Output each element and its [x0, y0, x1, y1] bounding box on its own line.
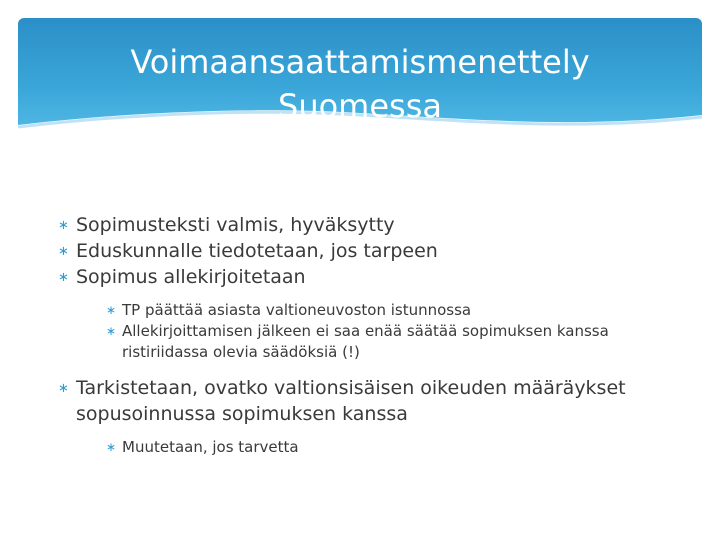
list-item: [58, 238, 676, 264]
slide-title: [18, 40, 702, 128]
spacer: [76, 427, 676, 437]
bullet-asterisk-icon: ∗: [58, 381, 69, 396]
spacer: [76, 290, 676, 300]
title-band: [18, 18, 702, 143]
sub-list-item-text: Muutetaan, jos tarvetta: [122, 438, 299, 456]
sub-list-item: [106, 437, 676, 458]
bullet-asterisk-icon: ∗: [58, 218, 69, 233]
list-item-text: Eduskunnalle tiedotetaan, jos tarpeen: [76, 240, 438, 262]
sub-list-item-text: TP päättää asiasta valtioneuvoston istunnossa: [122, 301, 472, 319]
bullet-asterisk-icon: ∗: [106, 303, 117, 317]
list-item: [58, 264, 676, 290]
bullet-asterisk-icon: ∗: [106, 440, 117, 454]
sub-list-item: [106, 321, 676, 363]
spacer: [76, 363, 676, 375]
sub-list-item: [106, 300, 676, 321]
slide-title-line2: Suomessa: [278, 87, 442, 125]
list-item-text: Sopimus allekirjoitetaan: [76, 266, 306, 288]
bullet-asterisk-icon: ∗: [58, 270, 69, 285]
list-item-text: Sopimusteksti valmis, hyväksytty: [76, 214, 395, 236]
bullet-asterisk-icon: ∗: [106, 324, 117, 338]
slide-title-line1: Voimaansaattamismenettely: [130, 43, 590, 81]
list-item-text: Tarkistetaan, ovatko valtionsisäisen oikeuden määräykset sopusoinnussa sopimuksen kanssa: [76, 377, 626, 425]
bullet-list: [58, 212, 676, 458]
list-item: [58, 375, 676, 427]
bullet-asterisk-icon: ∗: [58, 244, 69, 259]
list-item: [58, 212, 676, 238]
sub-list-item-text: Allekirjoittamisen jälkeen ei saa enää säätää sopimuksen kanssa ristiriidassa olevia säädöksiä (!): [122, 322, 609, 361]
